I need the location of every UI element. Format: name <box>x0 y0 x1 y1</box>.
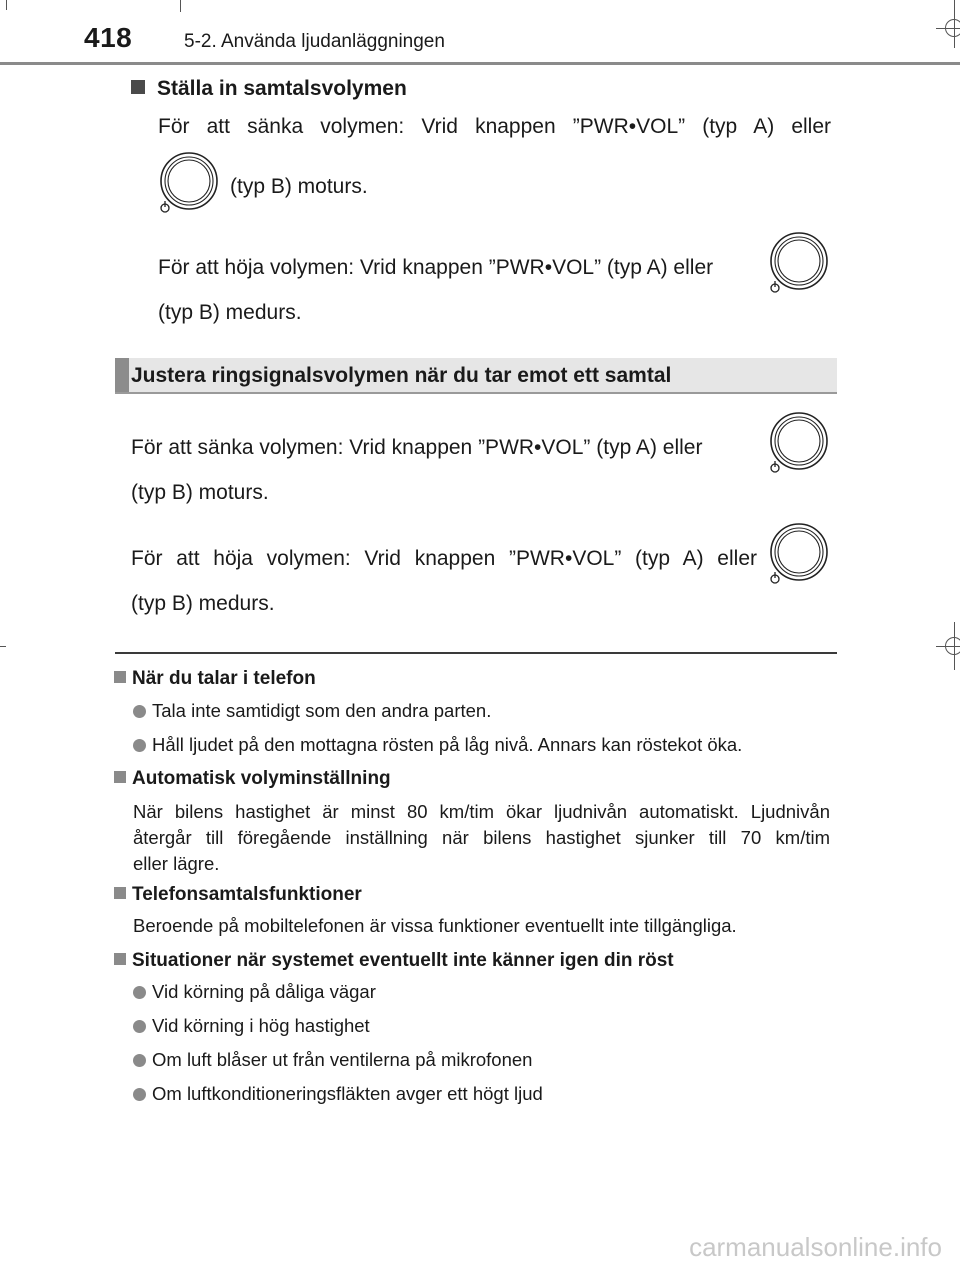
watermark: carmanualsonline.info <box>689 1232 942 1262</box>
list-item-text: Håll ljudet på den mottagna rösten på låg nivå. Annars kan röstekot öka. <box>152 734 743 755</box>
list-item <box>133 700 491 722</box>
note-auto-heading <box>114 768 391 790</box>
bullet-dot-icon <box>133 1088 146 1101</box>
bullet-dot-icon <box>133 986 146 999</box>
note-phone-text: Beroende på mobiltelefonen är vissa funktioner eventuellt inte tillgängliga. <box>133 915 737 936</box>
call-volume-heading-text: Ställa in samtalsvolymen <box>157 77 407 100</box>
section-accent <box>115 358 129 392</box>
ring-raise-line1: För att höja volymen: Vrid knappen ”PWR•VOL” (typ A) eller <box>131 547 757 570</box>
volume-knob-icon <box>768 521 830 593</box>
list-item-text: Om luftkonditioneringsfläkten avger ett högt ljud <box>152 1083 543 1104</box>
call-raise-line1: För att höja volymen: Vrid knappen ”PWR•VOL” (typ A) eller <box>158 256 714 279</box>
call-volume-heading <box>131 77 407 101</box>
volume-knob-icon <box>768 230 830 302</box>
note-auto-line1: När bilens hastighet är minst 80 km/tim ökar ljudnivån automatiskt. Ljudnivån <box>133 801 830 822</box>
square-bullet-icon <box>114 771 126 783</box>
call-raise-line2: (typ B) medurs. <box>158 301 302 324</box>
note-auto-line3: eller lägre. <box>133 853 220 874</box>
square-bullet-icon <box>131 80 145 94</box>
call-lower-line2: (typ B) moturs. <box>230 175 368 198</box>
note-phone-heading <box>114 884 362 906</box>
list-item <box>133 1049 532 1071</box>
crop-mark <box>0 646 6 647</box>
list-item <box>133 734 742 756</box>
crop-mark <box>6 0 7 10</box>
note-auto-line2: återgår till föregående inställning när bilens hastighet sjunker till 70 km/tim <box>133 827 830 848</box>
note-talking-heading-text: När du talar i telefon <box>132 668 316 689</box>
list-item <box>133 1083 543 1105</box>
bullet-dot-icon <box>133 1020 146 1033</box>
call-lower-line1: För att sänka volymen: Vrid knappen ”PWR•VOL” (typ A) eller <box>158 115 831 138</box>
crop-mark <box>180 0 181 12</box>
divider <box>115 652 837 654</box>
bullet-dot-icon <box>133 739 146 752</box>
ring-raise-line2: (typ B) medurs. <box>131 592 275 615</box>
bullet-dot-icon <box>133 705 146 718</box>
volume-knob-icon <box>158 150 220 222</box>
note-recognition-heading <box>114 950 674 972</box>
list-item-text: Om luft blåser ut från ventilerna på mikrofonen <box>152 1049 533 1070</box>
list-item-text: Vid körning i hög hastighet <box>152 1015 370 1036</box>
volume-knob-icon <box>768 410 830 482</box>
ring-lower-line1: För att sänka volymen: Vrid knappen ”PWR•VOL” (typ A) eller <box>131 436 703 459</box>
registration-mark-icon <box>945 19 960 37</box>
square-bullet-icon <box>114 671 126 683</box>
page-number: 418 <box>84 22 133 53</box>
registration-mark-icon <box>945 637 960 655</box>
ring-lower-line2: (typ B) moturs. <box>131 481 269 504</box>
note-auto-heading-text: Automatisk volyminställning <box>132 768 391 789</box>
list-item-text: Tala inte samtidigt som den andra parten. <box>152 700 492 721</box>
note-talking-heading <box>114 668 316 690</box>
bullet-dot-icon <box>133 1054 146 1067</box>
list-item <box>133 981 376 1003</box>
header-rule <box>0 62 960 65</box>
note-recognition-heading-text: Situationer när systemet eventuellt inte känner igen din röst <box>132 950 674 971</box>
chapter-title: 5-2. Använda ljudanläggningen <box>184 31 445 52</box>
square-bullet-icon <box>114 953 126 965</box>
list-item-text: Vid körning på dåliga vägar <box>152 981 376 1002</box>
note-phone-heading-text: Telefonsamtalsfunktioner <box>132 884 362 905</box>
list-item <box>133 1015 370 1037</box>
section-header <box>115 358 837 394</box>
square-bullet-icon <box>114 887 126 899</box>
section-title: Justera ringsignalsvolymen när du tar emot ett samtal <box>131 364 672 387</box>
